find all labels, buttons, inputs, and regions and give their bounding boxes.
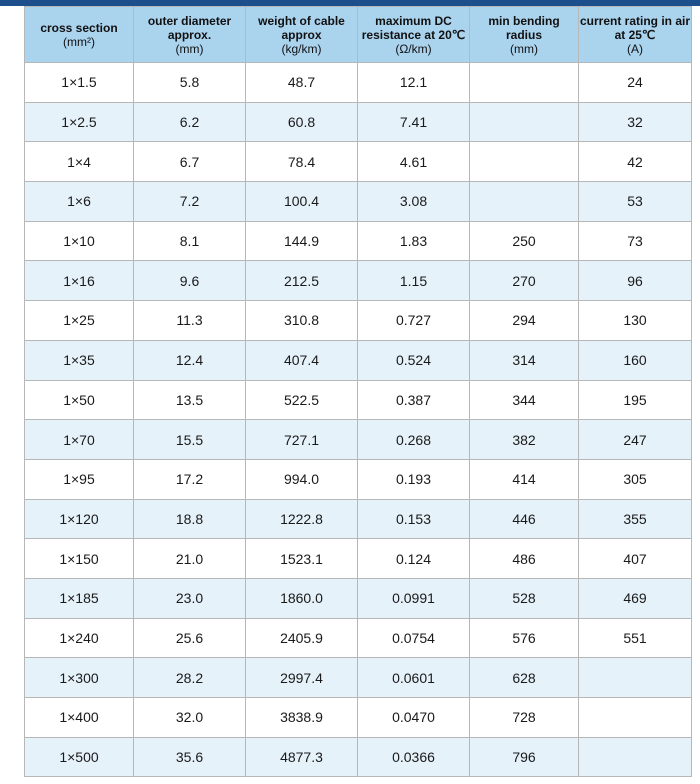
cell-current-rating: 355 <box>579 499 692 539</box>
cell-bending-radius: 728 <box>470 698 579 738</box>
cell-current-rating: 130 <box>579 301 692 341</box>
cell-dc-resistance: 7.41 <box>358 102 470 142</box>
header-unit: (mm²) <box>63 34 95 49</box>
cell-cross-section: 1×500 <box>25 737 134 777</box>
table-row <box>25 301 692 341</box>
table-row <box>25 380 692 420</box>
cell-cross-section: 1×185 <box>25 578 134 618</box>
cell-dc-resistance: 1.15 <box>358 261 470 301</box>
cell-bending-radius <box>470 63 579 103</box>
cell-cross-section: 1×240 <box>25 618 134 658</box>
cell-dc-resistance: 3.08 <box>358 182 470 222</box>
cell-weight: 48.7 <box>246 63 358 103</box>
cell-cross-section: 1×70 <box>25 420 134 460</box>
cell-outer-diameter: 18.8 <box>134 499 246 539</box>
cell-current-rating <box>579 698 692 738</box>
cell-outer-diameter: 17.2 <box>134 459 246 499</box>
cell-weight: 727.1 <box>246 420 358 460</box>
cell-bending-radius: 576 <box>470 618 579 658</box>
cell-dc-resistance: 4.61 <box>358 142 470 182</box>
table-row <box>25 340 692 380</box>
table-row <box>25 420 692 460</box>
cell-weight: 4877.3 <box>246 737 358 777</box>
header-dc-resistance <box>358 7 470 63</box>
cable-spec-table <box>24 6 692 777</box>
table-row <box>25 618 692 658</box>
table-row <box>25 459 692 499</box>
header-unit: (Ω/km) <box>395 41 432 56</box>
header-outer-diameter <box>134 7 246 63</box>
cell-weight: 2405.9 <box>246 618 358 658</box>
cell-cross-section: 1×1.5 <box>25 63 134 103</box>
cell-dc-resistance: 0.0601 <box>358 658 470 698</box>
cell-outer-diameter: 6.2 <box>134 102 246 142</box>
header-unit: (mm) <box>175 41 204 56</box>
cell-outer-diameter: 7.2 <box>134 182 246 222</box>
cell-outer-diameter: 6.7 <box>134 142 246 182</box>
cell-cross-section: 1×50 <box>25 380 134 420</box>
header-weight <box>246 7 358 63</box>
cell-outer-diameter: 8.1 <box>134 221 246 261</box>
table-header <box>25 7 692 63</box>
header-title: maximum DC resistance at 20℃ <box>361 13 466 42</box>
cell-bending-radius <box>470 182 579 222</box>
cell-current-rating: 53 <box>579 182 692 222</box>
table-row <box>25 539 692 579</box>
table-row <box>25 102 692 142</box>
cell-cross-section: 1×120 <box>25 499 134 539</box>
header-unit: (kg/km) <box>281 41 322 56</box>
cell-outer-diameter: 9.6 <box>134 261 246 301</box>
cell-weight: 1222.8 <box>246 499 358 539</box>
cell-bending-radius: 344 <box>470 380 579 420</box>
cell-bending-radius <box>470 102 579 142</box>
table-row <box>25 578 692 618</box>
cell-outer-diameter: 12.4 <box>134 340 246 380</box>
header-title: cross section <box>40 20 118 35</box>
cell-dc-resistance: 0.153 <box>358 499 470 539</box>
cell-outer-diameter: 28.2 <box>134 658 246 698</box>
cell-weight: 407.4 <box>246 340 358 380</box>
cell-weight: 60.8 <box>246 102 358 142</box>
cell-bending-radius: 414 <box>470 459 579 499</box>
cell-cross-section: 1×25 <box>25 301 134 341</box>
cell-dc-resistance: 0.268 <box>358 420 470 460</box>
cell-current-rating <box>579 658 692 698</box>
cell-dc-resistance: 0.124 <box>358 539 470 579</box>
header-title: current rating in air at 25℃ <box>579 13 691 42</box>
cell-weight: 3838.9 <box>246 698 358 738</box>
header-title: min bending radius <box>488 13 560 42</box>
cell-bending-radius: 270 <box>470 261 579 301</box>
cell-outer-diameter: 23.0 <box>134 578 246 618</box>
cell-outer-diameter: 15.5 <box>134 420 246 460</box>
table-row <box>25 499 692 539</box>
cell-current-rating: 73 <box>579 221 692 261</box>
cell-weight: 522.5 <box>246 380 358 420</box>
cell-current-rating: 195 <box>579 380 692 420</box>
header-current-rating <box>579 7 692 63</box>
cell-dc-resistance: 12.1 <box>358 63 470 103</box>
cell-dc-resistance: 0.0470 <box>358 698 470 738</box>
cell-current-rating: 407 <box>579 539 692 579</box>
cell-current-rating: 96 <box>579 261 692 301</box>
header-title: outer diameter approx. <box>147 13 232 42</box>
cell-current-rating <box>579 737 692 777</box>
table-row <box>25 142 692 182</box>
cell-outer-diameter: 13.5 <box>134 380 246 420</box>
cell-bending-radius: 486 <box>470 539 579 579</box>
header-bending-radius <box>470 7 579 63</box>
cell-dc-resistance: 0.0991 <box>358 578 470 618</box>
cell-current-rating: 551 <box>579 618 692 658</box>
cell-weight: 1860.0 <box>246 578 358 618</box>
cell-dc-resistance: 0.193 <box>358 459 470 499</box>
cell-dc-resistance: 0.0366 <box>358 737 470 777</box>
cell-cross-section: 1×10 <box>25 221 134 261</box>
cell-current-rating: 24 <box>579 63 692 103</box>
cell-current-rating: 305 <box>579 459 692 499</box>
cell-bending-radius <box>470 142 579 182</box>
cell-dc-resistance: 1.83 <box>358 221 470 261</box>
cell-dc-resistance: 0.727 <box>358 301 470 341</box>
cell-weight: 212.5 <box>246 261 358 301</box>
cell-bending-radius: 528 <box>470 578 579 618</box>
cell-outer-diameter: 25.6 <box>134 618 246 658</box>
table-row <box>25 221 692 261</box>
cell-current-rating: 42 <box>579 142 692 182</box>
cell-bending-radius: 250 <box>470 221 579 261</box>
cell-outer-diameter: 11.3 <box>134 301 246 341</box>
cell-cross-section: 1×16 <box>25 261 134 301</box>
cell-current-rating: 247 <box>579 420 692 460</box>
cell-bending-radius: 314 <box>470 340 579 380</box>
header-cross-section <box>25 7 134 63</box>
table-row <box>25 658 692 698</box>
cell-cross-section: 1×400 <box>25 698 134 738</box>
cell-cross-section: 1×95 <box>25 459 134 499</box>
cell-bending-radius: 382 <box>470 420 579 460</box>
cell-bending-radius: 294 <box>470 301 579 341</box>
header-unit: (A) <box>627 41 643 56</box>
cell-weight: 78.4 <box>246 142 358 182</box>
cell-bending-radius: 446 <box>470 499 579 539</box>
table-row <box>25 63 692 103</box>
cell-weight: 100.4 <box>246 182 358 222</box>
cell-weight: 1523.1 <box>246 539 358 579</box>
table-row <box>25 261 692 301</box>
cell-cross-section: 1×4 <box>25 142 134 182</box>
cell-outer-diameter: 35.6 <box>134 737 246 777</box>
cell-dc-resistance: 0.524 <box>358 340 470 380</box>
cell-current-rating: 160 <box>579 340 692 380</box>
table-row <box>25 698 692 738</box>
cell-outer-diameter: 32.0 <box>134 698 246 738</box>
header-row <box>25 7 692 63</box>
cell-current-rating: 469 <box>579 578 692 618</box>
cell-cross-section: 1×35 <box>25 340 134 380</box>
cell-cross-section: 1×150 <box>25 539 134 579</box>
cell-dc-resistance: 0.0754 <box>358 618 470 658</box>
cell-weight: 994.0 <box>246 459 358 499</box>
cell-outer-diameter: 21.0 <box>134 539 246 579</box>
cell-dc-resistance: 0.387 <box>358 380 470 420</box>
cell-weight: 144.9 <box>246 221 358 261</box>
header-unit: (mm) <box>510 41 538 56</box>
table-row <box>25 182 692 222</box>
header-title: weight of cable approx <box>258 13 345 42</box>
cell-outer-diameter: 5.8 <box>134 63 246 103</box>
cell-cross-section: 1×2.5 <box>25 102 134 142</box>
cell-bending-radius: 796 <box>470 737 579 777</box>
cell-weight: 310.8 <box>246 301 358 341</box>
cell-current-rating: 32 <box>579 102 692 142</box>
cell-bending-radius: 628 <box>470 658 579 698</box>
cell-cross-section: 1×300 <box>25 658 134 698</box>
table-row <box>25 737 692 777</box>
cell-cross-section: 1×6 <box>25 182 134 222</box>
cell-weight: 2997.4 <box>246 658 358 698</box>
table-body <box>25 63 692 777</box>
